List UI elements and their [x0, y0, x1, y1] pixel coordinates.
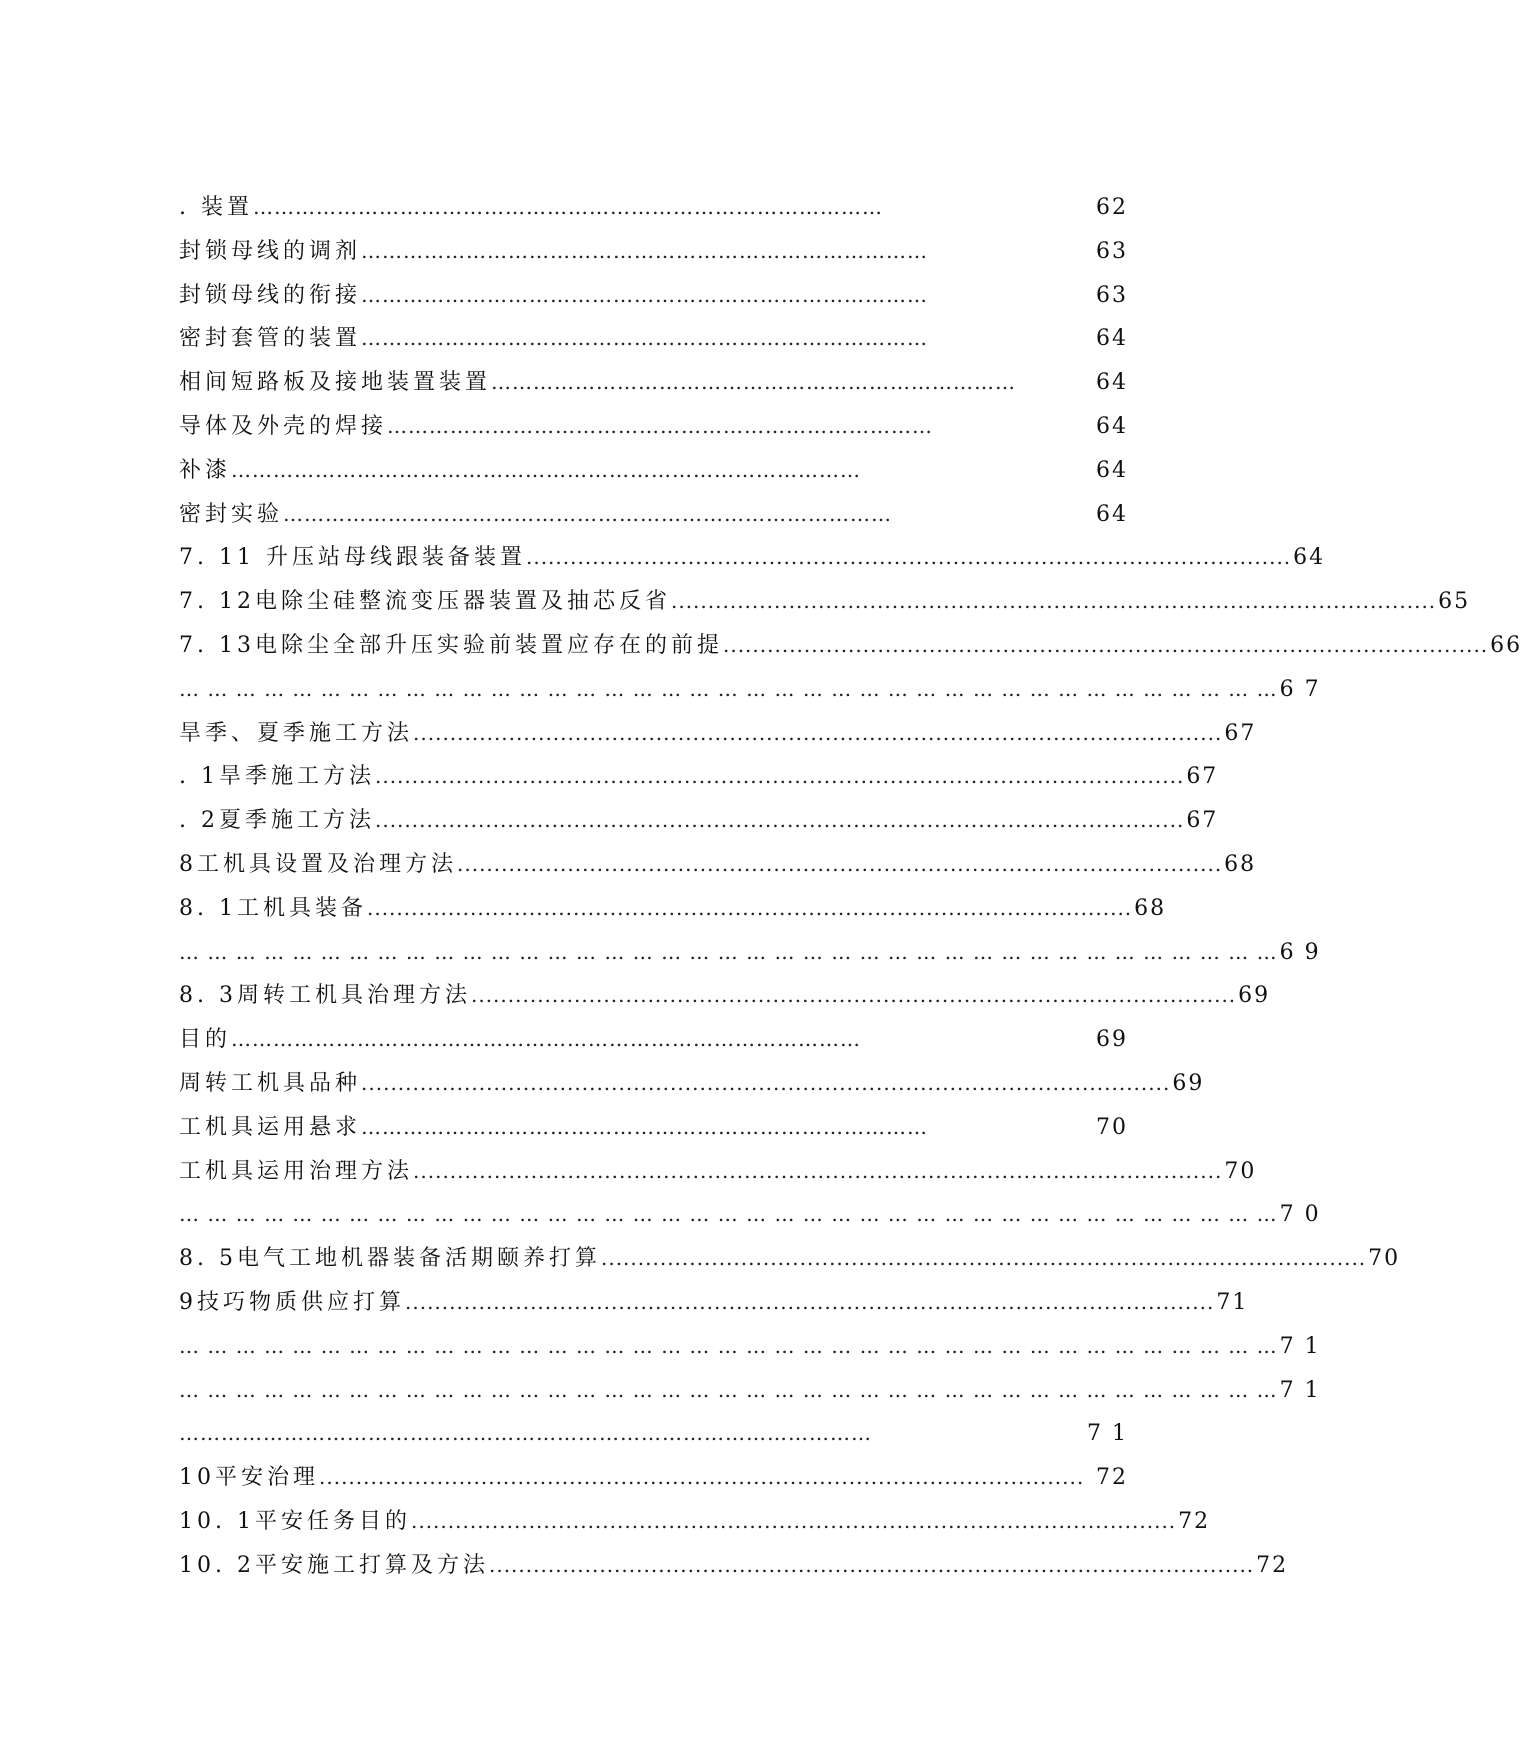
toc-entry[interactable]: [179, 843, 1257, 887]
toc-leader-dots: ........................................................................................................: [457, 851, 1223, 876]
toc-entry[interactable]: [179, 712, 1257, 756]
toc-page-number: 67: [1186, 764, 1219, 790]
toc-page-number: 7 0: [1279, 1202, 1321, 1228]
toc-leader-dots: ........................................................................................................: [525, 545, 1292, 570]
toc-entry-title: 目的: [179, 1027, 232, 1053]
toc-leader-dots: ........................................................................................................: [319, 1465, 1085, 1490]
toc-entry[interactable]: [179, 1500, 1211, 1544]
toc-entry-title: 工机具运用治理方法: [179, 1158, 414, 1184]
toc-leader-dots: ………………………………………………………………………: [361, 326, 929, 351]
toc-page-number: 6 7: [1279, 676, 1321, 702]
toc-entry[interactable]: [179, 1150, 1257, 1194]
toc-leader-dots: ..............................................................................................................: [374, 808, 1185, 833]
toc-page-number: 63: [1096, 282, 1128, 308]
toc-page-number: 64: [1096, 370, 1128, 396]
toc-entry[interactable]: [179, 405, 1128, 449]
toc-entry-title: 密封实验: [179, 501, 284, 527]
toc-leader-dots: ………………………………………………………………………………………: [179, 1421, 872, 1446]
toc-entry[interactable]: [179, 186, 1128, 230]
toc-entry[interactable]: [179, 361, 1128, 405]
toc-leader-dots: ..............................................................................................................: [405, 1289, 1215, 1314]
toc-entry[interactable]: [179, 230, 1128, 274]
toc-page-number: 72: [1096, 1465, 1128, 1491]
toc-page-number: 70: [1096, 1114, 1128, 1140]
toc-page-number: 69: [1096, 1027, 1128, 1053]
toc-entry[interactable]: [179, 1237, 1401, 1281]
toc-page-number: 64: [1096, 413, 1128, 439]
toc-leader-dots: ........................................................................................................: [722, 632, 1489, 657]
toc-entry[interactable]: [179, 755, 1219, 799]
toc-entry[interactable]: [179, 1018, 1128, 1062]
toc-page-number: 65: [1438, 589, 1471, 615]
toc-entry[interactable]: [179, 493, 1128, 537]
toc-leader-dots: ……………………………………………………………………: [387, 413, 934, 438]
toc-page-number: 69: [1172, 1070, 1205, 1096]
toc-page-number: 64: [1096, 457, 1128, 483]
toc-page-number: 70: [1224, 1158, 1257, 1184]
toc-leader-dots: ………………………………………………………………………: [361, 1114, 929, 1139]
toc-entry-title: 密封套管的装置: [179, 326, 362, 352]
toc-entry-title: 导体及外壳的焊接: [179, 413, 388, 439]
toc-entry-title: 相间短路板及接地装置装置: [179, 370, 492, 396]
toc-entry[interactable]: [179, 1281, 1249, 1325]
toc-leader-dots: ..............................................................................................................: [413, 1158, 1223, 1183]
toc-entry[interactable]: [179, 274, 1128, 318]
toc-page-number: 70: [1368, 1246, 1401, 1272]
toc-entry[interactable]: [179, 799, 1219, 843]
toc-page-number: 7 1: [1279, 1377, 1321, 1403]
toc-entry-title: . 2夏季施工方法: [179, 808, 375, 834]
toc-leader-dots: ………………………………………………………………………………: [253, 195, 883, 219]
toc-leader-dots: … … … … … … … … … … … … … … … … … … … … … … … … … … … … … … … … … … … … … … …: [179, 676, 1278, 701]
toc-leader-dots: … … … … … … … … … … … … … … … … … … … … … … … … … … … … … … … … … … … … … … …: [179, 939, 1278, 964]
toc-leader-dots: … … … … … … … … … … … … … … … … … … … … … … … … … … … … … … … … … … … … … … …: [179, 1377, 1278, 1402]
toc-leader-dots: ........................................................................................................: [410, 1508, 1177, 1533]
toc-leader-dots: ........................................................................................................: [488, 1552, 1255, 1577]
toc-page-number: 66: [1490, 632, 1522, 658]
toc-leader-dots: ..............................................................................................................: [413, 720, 1223, 745]
toc-entry-title: . 1旱季施工方法: [179, 764, 375, 790]
toc-leader-dots: ........................................................................................................: [470, 983, 1237, 1008]
toc-entry-title: 封锁母线的衔接: [179, 282, 362, 308]
toc-page-number: 62: [1096, 195, 1128, 220]
toc-page-number: 63: [1096, 238, 1128, 264]
toc-page-number: 64: [1096, 501, 1128, 527]
toc-entry[interactable]: [179, 536, 1326, 580]
toc-entry[interactable]: [179, 1062, 1205, 1106]
toc-leader-dots: ………………………………………………………………………: [361, 282, 929, 307]
toc-entry-title: 8工机具设置及治理方法: [179, 851, 457, 877]
toc-entry-title: 7. 11 升压站母线跟装备装置: [179, 545, 526, 571]
toc-page-number: 67: [1186, 808, 1219, 834]
toc-entry-title: 10. 2平安施工打算及方法: [179, 1552, 489, 1578]
toc-entry[interactable]: [179, 1106, 1128, 1150]
toc-leader-dots: ………………………………………………………………………………: [231, 457, 862, 482]
toc-entry-title: 8. 5电气工地机器装备活期颐养打算: [179, 1246, 601, 1272]
toc-entry[interactable]: [179, 1544, 1289, 1588]
toc-leader-dots: ..............................................................................................................: [374, 764, 1185, 789]
toc-entry-title: 10. 1平安任务目的: [179, 1508, 411, 1534]
toc-leader-dots: …………………………………………………………………: [491, 370, 1017, 395]
toc-leader-dots: ..............................................................................................................: [361, 1070, 1171, 1095]
toc-entry-title: 工机具运用悬求: [179, 1114, 362, 1140]
toc-entry[interactable]: [179, 974, 1271, 1018]
toc-entry[interactable]: [179, 1325, 1321, 1369]
toc-entry[interactable]: [179, 317, 1128, 361]
toc-page-number: 72: [1178, 1508, 1211, 1534]
toc-entry[interactable]: [179, 1369, 1321, 1413]
toc-entry[interactable]: [179, 1193, 1321, 1237]
toc-entry-title: 封锁母线的调剂: [179, 238, 362, 264]
toc-entry-title: 旱季、夏季施工方法: [179, 720, 414, 746]
toc-page-number: 68: [1134, 895, 1167, 921]
toc-page-number: 7 1: [1087, 1421, 1128, 1447]
toc-leader-dots: ........................................................................................................: [600, 1246, 1367, 1271]
toc-entry-title: 周转工机具品种: [179, 1070, 362, 1096]
toc-page-number: 71: [1216, 1289, 1249, 1315]
toc-leader-dots: ........................................................................................................: [366, 895, 1133, 920]
toc-entry[interactable]: [179, 668, 1321, 712]
toc-entry[interactable]: [179, 449, 1128, 493]
toc-page-number: 64: [1293, 545, 1326, 571]
toc-entry-title: 8. 3周转工机具治理方法: [179, 983, 471, 1009]
toc-leader-dots: ……………………………………………………………………………: [283, 501, 893, 526]
toc-leader-dots: ........................................................................................................: [670, 589, 1437, 614]
toc-page-number: 69: [1238, 983, 1271, 1009]
toc-page-number: 64: [1096, 326, 1128, 352]
toc-entry[interactable]: [179, 931, 1321, 975]
toc-entry[interactable]: [179, 1412, 1128, 1456]
toc-page-number: 6 9: [1279, 939, 1321, 965]
toc-entry-title: 9技巧物质供应打算: [179, 1289, 405, 1315]
toc-entry-title: . 装置: [179, 195, 253, 220]
toc-entry-title: 10平安治理: [179, 1465, 319, 1491]
toc-entry[interactable]: [179, 887, 1167, 931]
toc-page-number: 67: [1224, 720, 1257, 746]
toc-entry[interactable]: [179, 580, 1471, 624]
toc-entry-title: 补漆: [179, 457, 232, 483]
table-of-contents: [179, 186, 1522, 1588]
toc-page-number: 72: [1256, 1552, 1289, 1578]
toc-leader-dots: … … … … … … … … … … … … … … … … … … … … … … … … … … … … … … … … … … … … … … …: [179, 1333, 1278, 1358]
toc-entry-title: 8. 1工机具装备: [179, 895, 367, 921]
toc-page-number: 7 1: [1279, 1333, 1321, 1359]
toc-page-number: 68: [1224, 851, 1257, 877]
toc-entry-title: 7. 13电除尘全部升压实验前装置应存在的前提: [179, 632, 723, 658]
toc-leader-dots: … … … … … … … … … … … … … … … … … … … … … … … … … … … … … … … … … … … … … … …: [179, 1202, 1278, 1227]
toc-leader-dots: ………………………………………………………………………………: [231, 1027, 862, 1052]
toc-entry[interactable]: [179, 624, 1522, 668]
toc-entry[interactable]: [179, 1456, 1128, 1500]
toc-entry-title: 7. 12电除尘硅整流变压器装置及抽芯反省: [179, 589, 671, 615]
toc-leader-dots: ………………………………………………………………………: [361, 238, 929, 263]
